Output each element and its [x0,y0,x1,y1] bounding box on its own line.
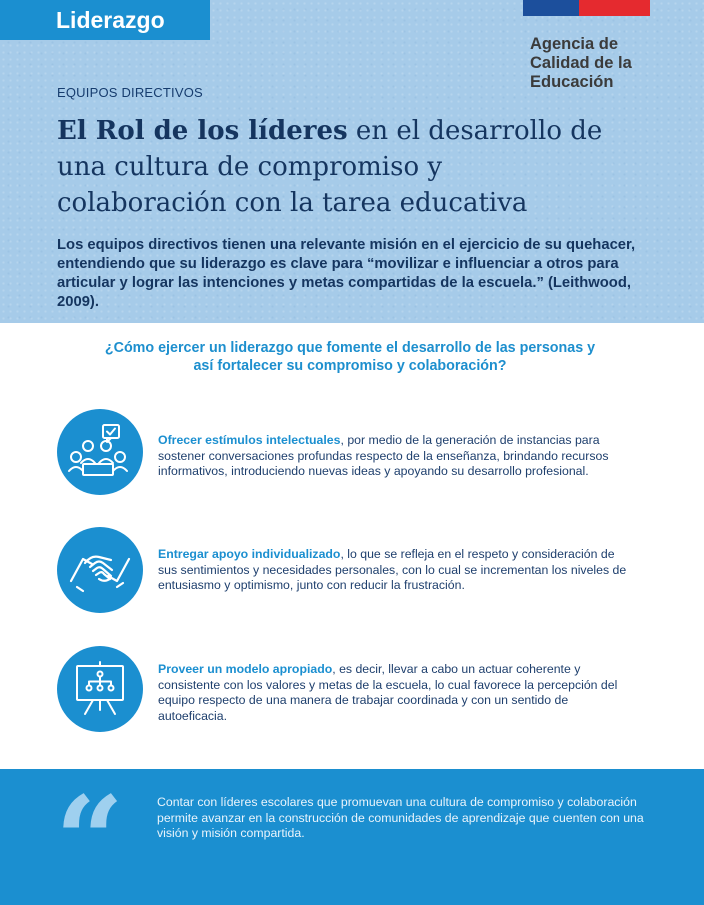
item-appropriate-model [57,646,677,736]
meeting-group-icon [57,409,143,495]
item-text [158,433,628,480]
item-body: , es decir, llevar a cabo un actuar coherente y consistente con los valores y metas de la escuela, lo cual favorece la percepción del equipo respecto de una manera de trabajar coordinada y con un sentido de autoeficacia. [158,662,618,723]
item-heading: Entregar apoyo individualizado [158,547,341,561]
flag-stripe [523,0,650,16]
quote-mark-icon: “ [55,770,125,905]
handshake-icon [57,527,143,613]
item-heading: Proveer un modelo apropiado [158,662,333,676]
header-banner [0,0,704,323]
footer-quote-text: Contar con líderes escolares que promuevan una cultura de compromiso y colaboración permite avanzar en la construcción de comunidades de aprendizaje que cuenten con una visión y misión compartida. [157,795,644,841]
flag-red-band [579,0,650,16]
presentation-board-icon [57,646,143,732]
footer-quote-band [0,769,704,905]
agency-logo-text: Agencia de Calidad de la Educación [530,35,632,91]
item-individual-support [57,527,677,617]
title-rest: en el desarrollo de una cultura de compromiso y colaboración con la tarea educativa [57,116,603,218]
guiding-question: ¿Cómo ejercer un liderazgo que fomente el desarrollo de las personas y así fortalecer su compromiso y colaboración? [104,340,596,374]
title-bold: El Rol de los líderes [57,116,348,146]
intro-paragraph: Los equipos directivos tienen una relevante misión en el ejercicio de su quehacer, entendiendo que su liderazgo es clave para “movilizar e influenciar a otros para articular y lograr las intenciones y metas compartidas de la escuela.” (Leithwood, 2009). [57,237,636,310]
flag-blue-band [523,0,579,16]
section-tag: Liderazgo [0,0,210,40]
item-body: , por medio de la generación de instancias para sostener conversaciones profundas respecto de la enseñanza, brindando recursos informativos, introduciendo nuevas ideas y apoyando su desarrollo profesional. [158,433,609,479]
item-text [158,547,628,594]
page-title [57,113,617,221]
item-heading: Ofrecer estímulos intelectuales [158,433,341,447]
kicker-label: EQUIPOS DIRECTIVOS [57,85,203,100]
item-body: , lo que se refleja en el respeto y consideración de sus sentimientos y necesidades personales, con lo cual se incrementan los niveles de entusiasmo y optimismo, junto con reducir la frustración. [158,547,627,593]
item-text [158,662,628,724]
item-intellectual-stimulus [57,409,677,499]
